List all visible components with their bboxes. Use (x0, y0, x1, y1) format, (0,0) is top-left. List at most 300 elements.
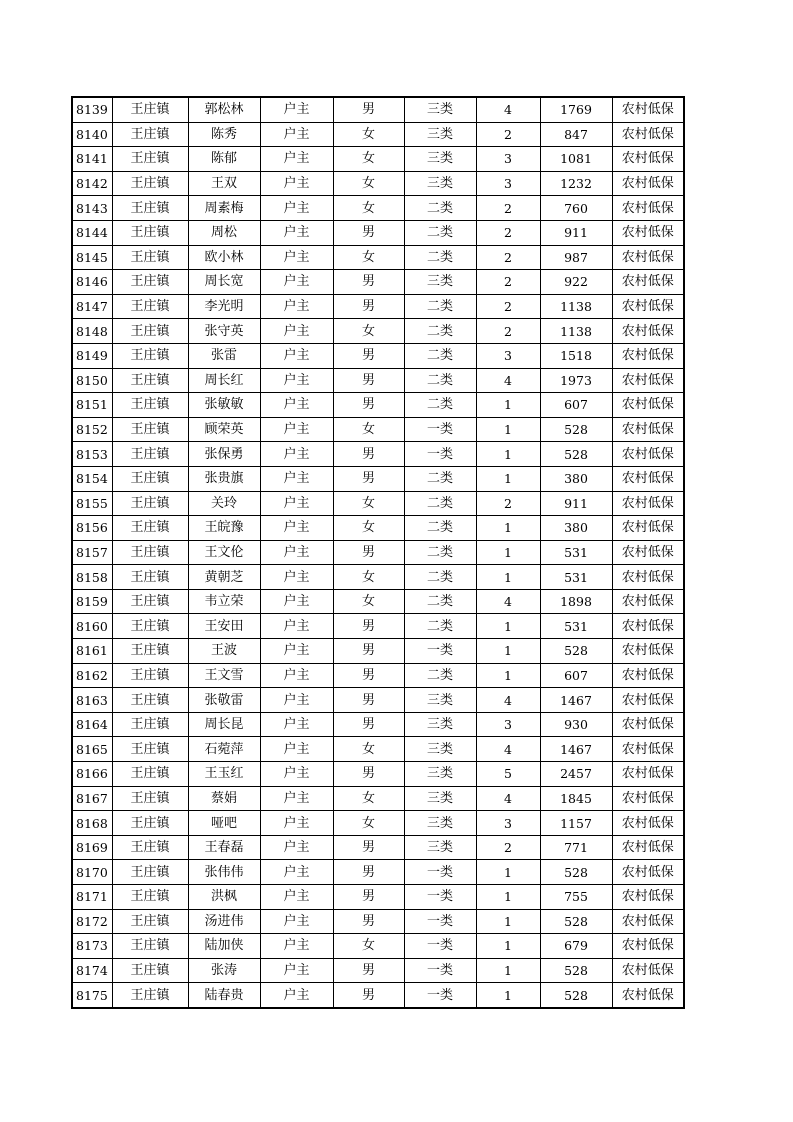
gender-cell: 女 (333, 122, 404, 147)
record-number-cell: 8169 (72, 835, 112, 860)
household-size-cell: 2 (476, 245, 540, 270)
gender-cell: 男 (333, 712, 404, 737)
amount-cell: 1138 (540, 319, 612, 344)
person-name-cell: 陈郁 (188, 147, 260, 172)
township-cell: 王庄镇 (112, 934, 188, 959)
household-size-cell: 1 (476, 639, 540, 664)
gender-cell: 男 (333, 343, 404, 368)
category-cell: 二类 (404, 220, 476, 245)
assistance-type-cell: 农村低保 (612, 270, 684, 295)
person-name-cell: 欧小林 (188, 245, 260, 270)
township-cell: 王庄镇 (112, 147, 188, 172)
table-row (72, 368, 684, 393)
township-cell: 王庄镇 (112, 983, 188, 1008)
amount-cell: 528 (540, 639, 612, 664)
table-row (72, 835, 684, 860)
amount-cell: 760 (540, 196, 612, 221)
person-name-cell: 哑吧 (188, 811, 260, 836)
category-cell: 二类 (404, 245, 476, 270)
person-name-cell: 王文伦 (188, 540, 260, 565)
category-cell: 三类 (404, 762, 476, 787)
amount-cell: 847 (540, 122, 612, 147)
record-number-cell: 8149 (72, 343, 112, 368)
relation-cell: 户主 (260, 368, 333, 393)
gender-cell: 女 (333, 934, 404, 959)
township-cell: 王庄镇 (112, 589, 188, 614)
table-row (72, 220, 684, 245)
record-number-cell: 8140 (72, 122, 112, 147)
assistance-type-cell: 农村低保 (612, 712, 684, 737)
relation-cell: 户主 (260, 565, 333, 590)
household-size-cell: 1 (476, 565, 540, 590)
township-cell: 王庄镇 (112, 294, 188, 319)
township-cell: 王庄镇 (112, 220, 188, 245)
relation-cell: 户主 (260, 491, 333, 516)
gender-cell: 男 (333, 639, 404, 664)
person-name-cell: 蔡娟 (188, 786, 260, 811)
township-cell: 王庄镇 (112, 737, 188, 762)
township-cell: 王庄镇 (112, 196, 188, 221)
household-size-cell: 1 (476, 516, 540, 541)
gender-cell: 女 (333, 196, 404, 221)
township-cell: 王庄镇 (112, 712, 188, 737)
township-cell: 王庄镇 (112, 835, 188, 860)
gender-cell: 女 (333, 565, 404, 590)
amount-cell: 528 (540, 983, 612, 1008)
gender-cell: 男 (333, 294, 404, 319)
assistance-type-cell: 农村低保 (612, 835, 684, 860)
relation-cell: 户主 (260, 393, 333, 418)
table-row (72, 393, 684, 418)
amount-cell: 922 (540, 270, 612, 295)
relation-cell: 户主 (260, 811, 333, 836)
township-cell: 王庄镇 (112, 786, 188, 811)
table-row (72, 270, 684, 295)
table-row (72, 639, 684, 664)
amount-cell: 1769 (540, 97, 612, 122)
relation-cell: 户主 (260, 245, 333, 270)
assistance-type-cell: 农村低保 (612, 885, 684, 910)
table-row (72, 540, 684, 565)
category-cell: 一类 (404, 860, 476, 885)
relation-cell: 户主 (260, 417, 333, 442)
relation-cell: 户主 (260, 294, 333, 319)
township-cell: 王庄镇 (112, 343, 188, 368)
table-row (72, 614, 684, 639)
township-cell: 王庄镇 (112, 663, 188, 688)
record-number-cell: 8143 (72, 196, 112, 221)
gender-cell: 女 (333, 171, 404, 196)
relation-cell: 户主 (260, 516, 333, 541)
assistance-type-cell: 农村低保 (612, 417, 684, 442)
amount-cell: 607 (540, 393, 612, 418)
household-size-cell: 2 (476, 491, 540, 516)
assistance-type-cell: 农村低保 (612, 393, 684, 418)
gender-cell: 女 (333, 417, 404, 442)
person-name-cell: 汤进伟 (188, 909, 260, 934)
household-size-cell: 4 (476, 589, 540, 614)
record-number-cell: 8166 (72, 762, 112, 787)
township-cell: 王庄镇 (112, 860, 188, 885)
household-size-cell: 1 (476, 860, 540, 885)
record-number-cell: 8152 (72, 417, 112, 442)
roster-table (71, 96, 685, 1009)
township-cell: 王庄镇 (112, 245, 188, 270)
table-row (72, 737, 684, 762)
category-cell: 三类 (404, 737, 476, 762)
table-row (72, 466, 684, 491)
assistance-type-cell: 农村低保 (612, 220, 684, 245)
amount-cell: 1467 (540, 737, 612, 762)
township-cell: 王庄镇 (112, 417, 188, 442)
person-name-cell: 李光明 (188, 294, 260, 319)
relation-cell: 户主 (260, 712, 333, 737)
person-name-cell: 王玉红 (188, 762, 260, 787)
gender-cell: 男 (333, 466, 404, 491)
gender-cell: 男 (333, 762, 404, 787)
category-cell: 一类 (404, 983, 476, 1008)
record-number-cell: 8144 (72, 220, 112, 245)
relation-cell: 户主 (260, 909, 333, 934)
assistance-type-cell: 农村低保 (612, 688, 684, 713)
amount-cell: 528 (540, 958, 612, 983)
gender-cell: 男 (333, 97, 404, 122)
household-size-cell: 1 (476, 885, 540, 910)
category-cell: 二类 (404, 294, 476, 319)
record-number-cell: 8162 (72, 663, 112, 688)
relation-cell: 户主 (260, 639, 333, 664)
amount-cell: 531 (540, 565, 612, 590)
assistance-type-cell: 农村低保 (612, 811, 684, 836)
person-name-cell: 张保勇 (188, 442, 260, 467)
table-row (72, 589, 684, 614)
person-name-cell: 王文雪 (188, 663, 260, 688)
table-row (72, 97, 684, 122)
record-number-cell: 8141 (72, 147, 112, 172)
category-cell: 三类 (404, 171, 476, 196)
township-cell: 王庄镇 (112, 319, 188, 344)
relation-cell: 户主 (260, 934, 333, 959)
township-cell: 王庄镇 (112, 122, 188, 147)
household-size-cell: 4 (476, 97, 540, 122)
category-cell: 二类 (404, 196, 476, 221)
gender-cell: 男 (333, 442, 404, 467)
category-cell: 三类 (404, 270, 476, 295)
household-size-cell: 2 (476, 319, 540, 344)
assistance-type-cell: 农村低保 (612, 540, 684, 565)
assistance-type-cell: 农村低保 (612, 343, 684, 368)
household-size-cell: 3 (476, 811, 540, 836)
relation-cell: 户主 (260, 343, 333, 368)
household-size-cell: 2 (476, 220, 540, 245)
amount-cell: 531 (540, 540, 612, 565)
gender-cell: 女 (333, 516, 404, 541)
township-cell: 王庄镇 (112, 565, 188, 590)
household-size-cell: 4 (476, 688, 540, 713)
category-cell: 一类 (404, 442, 476, 467)
person-name-cell: 张涛 (188, 958, 260, 983)
record-number-cell: 8142 (72, 171, 112, 196)
table-row (72, 786, 684, 811)
assistance-type-cell: 农村低保 (612, 466, 684, 491)
record-number-cell: 8157 (72, 540, 112, 565)
township-cell: 王庄镇 (112, 466, 188, 491)
record-number-cell: 8172 (72, 909, 112, 934)
amount-cell: 607 (540, 663, 612, 688)
record-number-cell: 8164 (72, 712, 112, 737)
person-name-cell: 关玲 (188, 491, 260, 516)
person-name-cell: 王安田 (188, 614, 260, 639)
township-cell: 王庄镇 (112, 909, 188, 934)
category-cell: 二类 (404, 319, 476, 344)
assistance-type-cell: 农村低保 (612, 196, 684, 221)
table-row (72, 294, 684, 319)
table-row (72, 934, 684, 959)
relation-cell: 户主 (260, 614, 333, 639)
record-number-cell: 8150 (72, 368, 112, 393)
relation-cell: 户主 (260, 835, 333, 860)
gender-cell: 女 (333, 737, 404, 762)
relation-cell: 户主 (260, 958, 333, 983)
person-name-cell: 周素梅 (188, 196, 260, 221)
person-name-cell: 陆春贵 (188, 983, 260, 1008)
category-cell: 一类 (404, 909, 476, 934)
table-row (72, 319, 684, 344)
assistance-type-cell: 农村低保 (612, 442, 684, 467)
township-cell: 王庄镇 (112, 762, 188, 787)
township-cell: 王庄镇 (112, 614, 188, 639)
gender-cell: 男 (333, 860, 404, 885)
household-size-cell: 2 (476, 835, 540, 860)
household-size-cell: 1 (476, 934, 540, 959)
person-name-cell: 韦立荣 (188, 589, 260, 614)
household-size-cell: 1 (476, 614, 540, 639)
township-cell: 王庄镇 (112, 171, 188, 196)
category-cell: 二类 (404, 491, 476, 516)
category-cell: 二类 (404, 589, 476, 614)
assistance-type-cell: 农村低保 (612, 97, 684, 122)
amount-cell: 911 (540, 491, 612, 516)
category-cell: 三类 (404, 835, 476, 860)
household-size-cell: 2 (476, 294, 540, 319)
household-size-cell: 3 (476, 712, 540, 737)
person-name-cell: 张贵旗 (188, 466, 260, 491)
record-number-cell: 8161 (72, 639, 112, 664)
category-cell: 二类 (404, 614, 476, 639)
household-size-cell: 1 (476, 983, 540, 1008)
table-row (72, 909, 684, 934)
gender-cell: 男 (333, 983, 404, 1008)
gender-cell: 女 (333, 589, 404, 614)
household-size-cell: 1 (476, 958, 540, 983)
gender-cell: 男 (333, 393, 404, 418)
category-cell: 二类 (404, 565, 476, 590)
assistance-type-cell: 农村低保 (612, 860, 684, 885)
person-name-cell: 张守英 (188, 319, 260, 344)
category-cell: 二类 (404, 393, 476, 418)
household-size-cell: 1 (476, 393, 540, 418)
township-cell: 王庄镇 (112, 688, 188, 713)
category-cell: 一类 (404, 934, 476, 959)
person-name-cell: 洪枫 (188, 885, 260, 910)
gender-cell: 女 (333, 319, 404, 344)
gender-cell: 男 (333, 909, 404, 934)
category-cell: 三类 (404, 811, 476, 836)
gender-cell: 男 (333, 885, 404, 910)
assistance-type-cell: 农村低保 (612, 639, 684, 664)
township-cell: 王庄镇 (112, 811, 188, 836)
record-number-cell: 8160 (72, 614, 112, 639)
assistance-type-cell: 农村低保 (612, 171, 684, 196)
gender-cell: 男 (333, 958, 404, 983)
gender-cell: 女 (333, 811, 404, 836)
gender-cell: 女 (333, 491, 404, 516)
person-name-cell: 王春磊 (188, 835, 260, 860)
record-number-cell: 8163 (72, 688, 112, 713)
assistance-type-cell: 农村低保 (612, 565, 684, 590)
township-cell: 王庄镇 (112, 97, 188, 122)
amount-cell: 528 (540, 442, 612, 467)
table-row (72, 860, 684, 885)
assistance-type-cell: 农村低保 (612, 958, 684, 983)
person-name-cell: 张敏敏 (188, 393, 260, 418)
relation-cell: 户主 (260, 860, 333, 885)
relation-cell: 户主 (260, 220, 333, 245)
record-number-cell: 8147 (72, 294, 112, 319)
table-row (72, 516, 684, 541)
category-cell: 三类 (404, 786, 476, 811)
relation-cell: 户主 (260, 983, 333, 1008)
household-size-cell: 1 (476, 540, 540, 565)
gender-cell: 男 (333, 688, 404, 713)
category-cell: 三类 (404, 688, 476, 713)
person-name-cell: 周长红 (188, 368, 260, 393)
gender-cell: 男 (333, 220, 404, 245)
household-size-cell: 2 (476, 122, 540, 147)
person-name-cell: 黄朝芝 (188, 565, 260, 590)
category-cell: 二类 (404, 343, 476, 368)
household-size-cell: 1 (476, 663, 540, 688)
amount-cell: 1467 (540, 688, 612, 713)
relation-cell: 户主 (260, 270, 333, 295)
assistance-type-cell: 农村低保 (612, 122, 684, 147)
category-cell: 二类 (404, 466, 476, 491)
household-size-cell: 1 (476, 417, 540, 442)
amount-cell: 528 (540, 909, 612, 934)
amount-cell: 930 (540, 712, 612, 737)
township-cell: 王庄镇 (112, 639, 188, 664)
household-size-cell: 4 (476, 368, 540, 393)
amount-cell: 1898 (540, 589, 612, 614)
record-number-cell: 8174 (72, 958, 112, 983)
relation-cell: 户主 (260, 688, 333, 713)
person-name-cell: 石菀萍 (188, 737, 260, 762)
relation-cell: 户主 (260, 762, 333, 787)
household-size-cell: 3 (476, 343, 540, 368)
gender-cell: 女 (333, 245, 404, 270)
assistance-type-cell: 农村低保 (612, 491, 684, 516)
assistance-type-cell: 农村低保 (612, 934, 684, 959)
table-row (72, 762, 684, 787)
assistance-type-cell: 农村低保 (612, 516, 684, 541)
amount-cell: 2457 (540, 762, 612, 787)
assistance-type-cell: 农村低保 (612, 294, 684, 319)
record-number-cell: 8158 (72, 565, 112, 590)
person-name-cell: 王皖豫 (188, 516, 260, 541)
table-row (72, 417, 684, 442)
person-name-cell: 周长昆 (188, 712, 260, 737)
person-name-cell: 周长宽 (188, 270, 260, 295)
assistance-type-cell: 农村低保 (612, 909, 684, 934)
township-cell: 王庄镇 (112, 442, 188, 467)
amount-cell: 911 (540, 220, 612, 245)
relation-cell: 户主 (260, 442, 333, 467)
gender-cell: 男 (333, 663, 404, 688)
category-cell: 一类 (404, 958, 476, 983)
household-size-cell: 3 (476, 171, 540, 196)
assistance-type-cell: 农村低保 (612, 983, 684, 1008)
person-name-cell: 顾荣英 (188, 417, 260, 442)
assistance-type-cell: 农村低保 (612, 589, 684, 614)
relation-cell: 户主 (260, 122, 333, 147)
township-cell: 王庄镇 (112, 393, 188, 418)
township-cell: 王庄镇 (112, 491, 188, 516)
amount-cell: 1518 (540, 343, 612, 368)
record-number-cell: 8145 (72, 245, 112, 270)
township-cell: 王庄镇 (112, 270, 188, 295)
gender-cell: 女 (333, 147, 404, 172)
record-number-cell: 8168 (72, 811, 112, 836)
gender-cell: 男 (333, 368, 404, 393)
table-row (72, 147, 684, 172)
gender-cell: 女 (333, 786, 404, 811)
table-row (72, 122, 684, 147)
relation-cell: 户主 (260, 147, 333, 172)
category-cell: 三类 (404, 122, 476, 147)
township-cell: 王庄镇 (112, 885, 188, 910)
table-row (72, 983, 684, 1008)
township-cell: 王庄镇 (112, 368, 188, 393)
person-name-cell: 王双 (188, 171, 260, 196)
assistance-type-cell: 农村低保 (612, 368, 684, 393)
person-name-cell: 郭松林 (188, 97, 260, 122)
assistance-type-cell: 农村低保 (612, 762, 684, 787)
table-row (72, 196, 684, 221)
record-number-cell: 8159 (72, 589, 112, 614)
category-cell: 一类 (404, 885, 476, 910)
relation-cell: 户主 (260, 540, 333, 565)
table-row (72, 171, 684, 196)
household-size-cell: 4 (476, 786, 540, 811)
amount-cell: 380 (540, 466, 612, 491)
record-number-cell: 8156 (72, 516, 112, 541)
record-number-cell: 8167 (72, 786, 112, 811)
record-number-cell: 8146 (72, 270, 112, 295)
record-number-cell: 8153 (72, 442, 112, 467)
person-name-cell: 张雷 (188, 343, 260, 368)
amount-cell: 1973 (540, 368, 612, 393)
category-cell: 三类 (404, 97, 476, 122)
table-row (72, 663, 684, 688)
record-number-cell: 8170 (72, 860, 112, 885)
relation-cell: 户主 (260, 466, 333, 491)
table-row (72, 712, 684, 737)
assistance-type-cell: 农村低保 (612, 614, 684, 639)
amount-cell: 1157 (540, 811, 612, 836)
person-name-cell: 王波 (188, 639, 260, 664)
amount-cell: 1081 (540, 147, 612, 172)
gender-cell: 男 (333, 835, 404, 860)
